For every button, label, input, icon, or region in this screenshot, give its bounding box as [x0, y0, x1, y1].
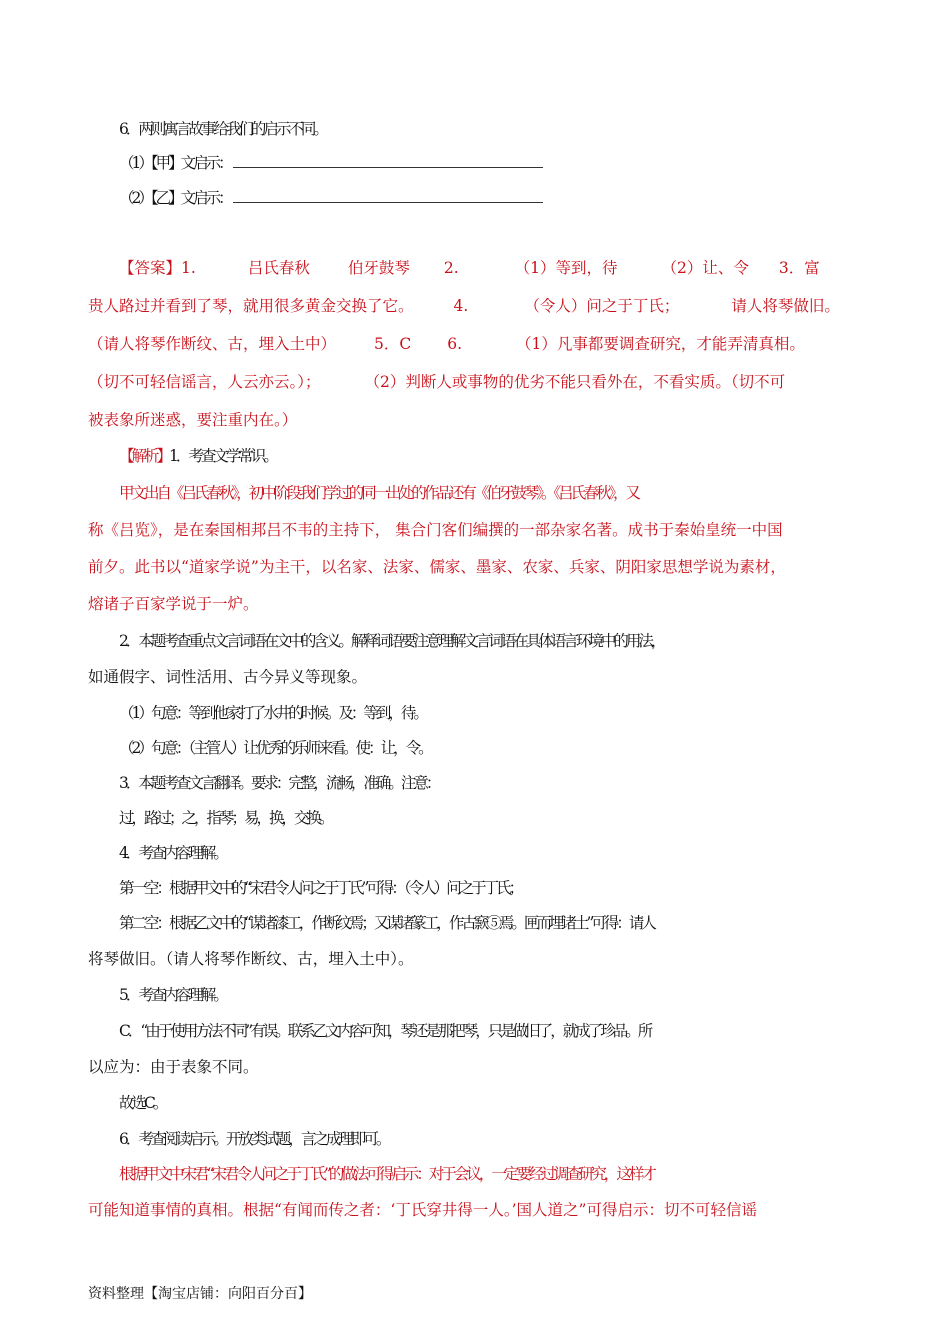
analysis-1-line-2: 称《吕览》，是在秦国相邦吕不韦的主持下， 集合门客们编撰的一部杂家名著。成书于秦始皇统一中国: [88, 521, 783, 539]
question-6-item-2: [119, 187, 891, 209]
analysis-5-head: 5．考查内容理解。: [119, 986, 226, 1004]
question-6-stem: 6．两则寓言故事给我们的启示不同。: [119, 120, 326, 138]
analysis-2-line-3: （1）句意：等到他家打了水井的时候。及：等到，待。: [119, 704, 426, 722]
answer-line-1: [119, 257, 860, 279]
answer-6-part-1: （1）凡事都要调查研究，才能弄清真相。: [516, 335, 805, 353]
answer-line-2: [88, 295, 860, 317]
answer-2-number: 2.: [443, 259, 459, 277]
analysis-4-line-3: 将琴做旧。（请人将琴作断纹、古，埋入土中）。: [88, 950, 414, 968]
answer-line-3: [88, 333, 860, 355]
analysis-4-line-2: 第二空：根据乙文中的“谋诸漆工，作断纹焉；又谋诸篆工，作古窾⑤焉。匣而埋诸土”可得：请人: [119, 914, 654, 932]
question-6-item-1: [119, 152, 891, 174]
question-6-item-2-label: （2）【乙】文启示：: [119, 189, 231, 207]
answer-blank-1[interactable]: [233, 152, 543, 168]
analysis-6-head: 6．考查阅读启示。开放类试题，言之成理即可。: [119, 1130, 389, 1148]
analysis-1-line-4: 熔诸子百家学说于一炉。: [88, 595, 259, 613]
answer-line-5: 被表象所迷惑，要注重内在。）: [88, 411, 298, 429]
analysis-5-line-2: 以应为：由于表象不同。: [88, 1058, 259, 1076]
analysis-6-line-1: 根据甲文中宋君“宋君令人问之于丁氏”的做法可得启示：对于会议，一定要经过调查研究，这样才: [119, 1165, 654, 1183]
answer-3-text: 贵人路过并看到了琴，就用很多黄金交换了它。: [88, 297, 414, 315]
analysis-4-head: 4．考查内容理解。: [119, 844, 226, 862]
answer-6-note-1: （切不可轻信谣言，人云亦云。）；: [88, 373, 321, 391]
analysis-5-line-3: 故选C。: [119, 1094, 166, 1112]
answer-tag: 【答案】: [119, 259, 182, 277]
analysis-2-line-2: 如通假字、词性活用、古今异义等现象。: [88, 668, 368, 686]
analysis-1-head: [119, 445, 891, 467]
analysis-1-title: 1．考查文学常识。: [169, 447, 276, 465]
answer-4-number: 4.: [453, 297, 469, 315]
answer-2-part-2: （2）让、令: [661, 259, 749, 277]
analysis-2-line-4: （2）句意：（主管人）让优秀的乐师来看。使：让，令。: [119, 739, 431, 757]
analysis-2-line-1: 2．本题考查重点文言词语在文中的含义。解释词语要注意理解文言词语在具体语言环境中的用法，: [119, 632, 664, 650]
answer-6-number: 6.: [447, 335, 463, 353]
analysis-6-line-2: 可能知道事情的真相。根据“有闻而传之者：‘丁氏穿井得一人。’国人道之”可得启示：切不可轻信谣: [88, 1201, 757, 1219]
answer-4-note: （请人将琴作断纹、古，埋入土中）: [88, 335, 337, 353]
answer-2-part-1: （1）等到，待: [514, 259, 618, 277]
answer-1-number: 1.: [181, 259, 196, 277]
analysis-1-line-1: 甲文出自《吕氏春秋》，初中阶段我们学过的同一出处的作品还有《伯牙鼓琴》。《吕氏春秋》，又: [119, 484, 639, 502]
answer-6-part-2: （2）判断人或事物的优劣不能只看外在，不看实质。（切不可: [364, 373, 786, 391]
analysis-1-line-3: 前夕。此书以“道家学说”为主干，以名家、法家、儒家、墨家、农家、兵家、阴阳家思想学说为素材，: [88, 558, 786, 576]
analysis-5-line-1: C．“由于使用方法不同”有误。联系乙文内容可知，琴还是那把琴，只是做旧了，就成了珍品。所: [119, 1022, 651, 1040]
analysis-3-line-2: 过，路过；之，指琴；易，换，交换。: [119, 809, 332, 827]
answer-1-part-1: 吕氏春秋: [247, 259, 310, 277]
answer-3-start: 3．富: [778, 259, 820, 277]
analysis-tag: 【解析】: [119, 447, 170, 465]
answer-4-part-2: 请人将琴做旧。: [731, 297, 840, 315]
question-6-item-1-label: （1）【甲】文启示：: [119, 154, 231, 172]
analysis-3-line-1: 3．本题考查文言翻译。要求：完整，流畅，准确。注意：: [119, 774, 439, 792]
answer-5: 5．C: [374, 335, 412, 353]
answer-line-4: [88, 371, 860, 393]
answer-4-part-1: （令人）问之于丁氏；: [524, 297, 680, 315]
page-footer: 资料整理【淘宝店铺：向阳百分百】: [88, 1286, 312, 1302]
answer-blank-2[interactable]: [233, 187, 543, 203]
answer-1-part-2: 伯牙鼓琴: [347, 259, 410, 277]
analysis-4-line-1: 第一空：根据甲文中的“宋君令人问之于丁氏”可得：（令人）问之于丁氏；: [119, 879, 522, 897]
